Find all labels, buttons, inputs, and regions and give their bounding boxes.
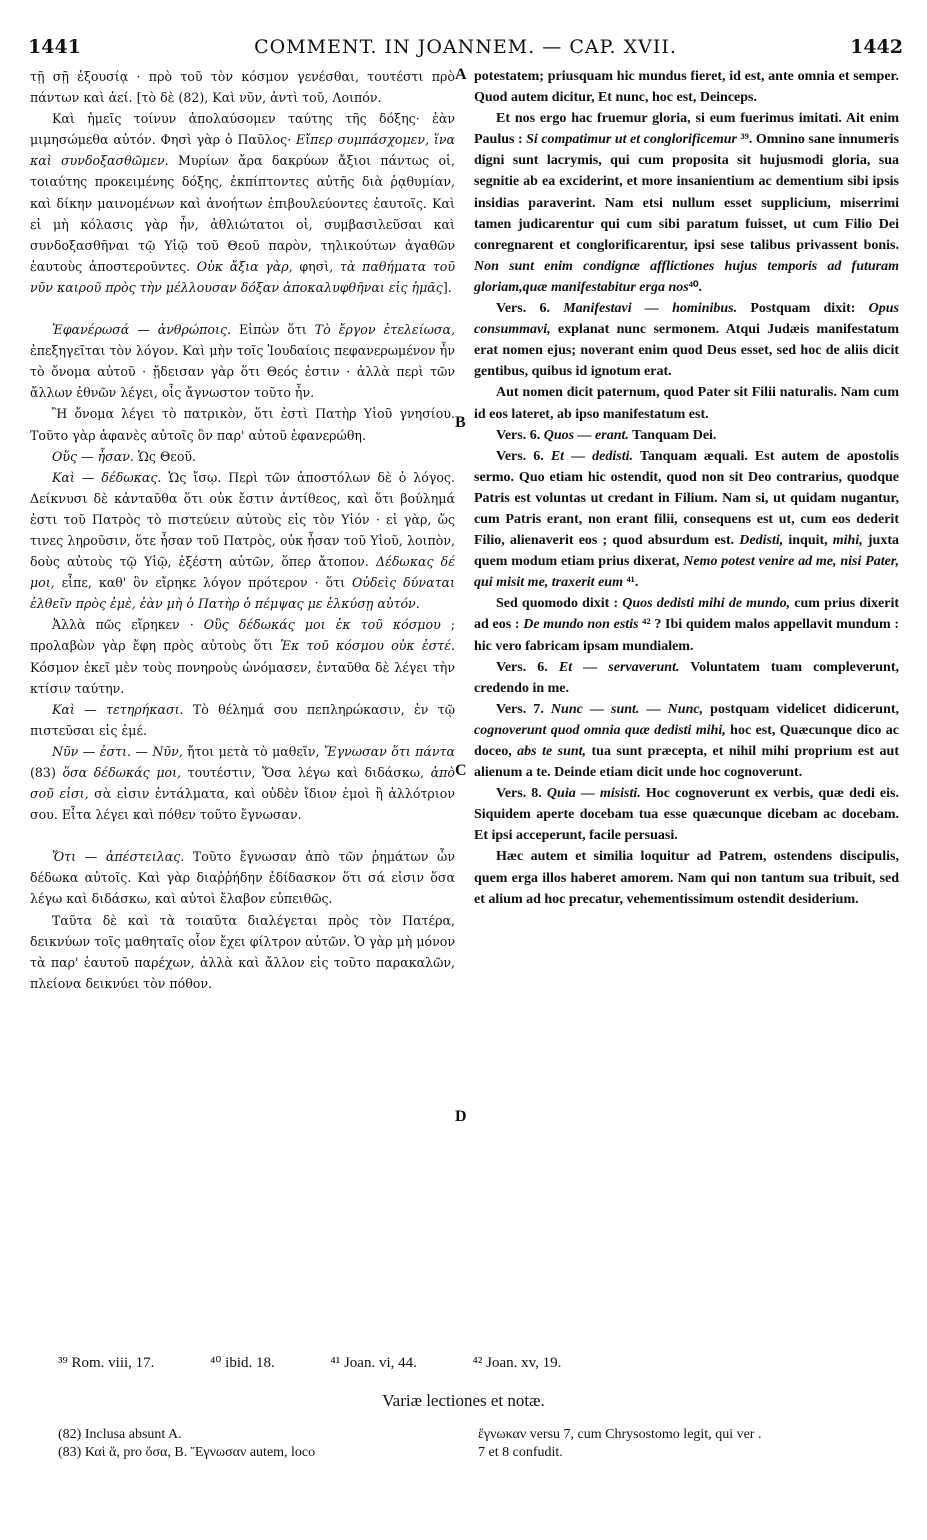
latin-paragraph: Vers. 8. Quia — misisti. Hoc cognoverunt ex verbis, quæ dedi eis. Siquidem aperte docebam tua esse quæcunque dicebam ac docebam. Et ipsi acceperunt, facile persuasi. — [474, 786, 899, 844]
page-number-left: 1441 — [28, 36, 81, 58]
variae-notes-left — [58, 1426, 468, 1462]
greek-paragraph: Ἀλλὰ πῶς εἴρηκεν · Οὓς δέδωκάς μοι ἐκ τοῦ κόσμου ; προλαβὼν γὰρ ἔφη πρὸς αὐτοὺς ὅτι Ἐκ τοῦ κόσμου οὐκ ἐστέ. Κόσμον ἐκεῖ μὲν τοὺς πονηροὺς ὠνόμασεν, ἐνταῦθα δὲ λέγει τὴν κτίσιν ταύτην. — [30, 617, 455, 696]
footnotes — [58, 1353, 898, 1372]
latin-column — [474, 66, 899, 910]
latin-paragraph: Sed quomodo dixit : Quos dedisti mihi de mundo, cum prius dixerit ad eos : De mundo non estis ⁴² ? Ibi quidem malos appellavit mundum : hic vero fabricam ipsam mundialem. — [474, 596, 899, 654]
latin-paragraph: Vers. 6. Quos — erant. Tanquam Dei. — [496, 427, 717, 443]
footnote: ⁴⁰ ibid. 18. — [210, 1355, 275, 1371]
variae-note: (83) Καὶ ἅ, pro ὅσα, B. Ἔγνωσαν autem, loco — [58, 1445, 316, 1460]
greek-paragraph: Καὶ — τετηρήκασι. Τὸ θέλημά σου πεπληρώκασιν, ἐν τῷ πιστεῦσαι εἰς ἐμέ. — [30, 701, 455, 738]
variae-title: Variæ lectiones et notæ. — [382, 1391, 545, 1410]
variae-notes-right — [478, 1426, 898, 1462]
greek-paragraph: Νῦν — ἐστι. — Νῦν, ἤτοι μετὰ τὸ μαθεῖν, Ἔγνωσαν ὅτι πάντα (83) ὅσα δέδωκάς μοι, τουτέστιν, Ὅσα λέγω καὶ διδάσκω, ἀπὸ σοῦ εἰσι, σὰ εἰσιν ἐντάλματα, καὶ οὐδὲν ἴδιον ἐμοὶ ἢ ἀλλότριον σου. Εἶτα λέγει καὶ πόθεν τοῦτο ἔγνωσαν. — [30, 743, 456, 823]
latin-paragraph: Vers. 6. Manifestavi — hominibus. Postquam dixit: Opus consummavi, explanat nunc sermonem. Atqui Judæis manifestatum erat nomen ejus; noverant enim quod Deus esset, sed hoc de aliis dicit gentibus, quibus id ignotum erat. — [474, 301, 900, 380]
greek-column — [30, 66, 455, 994]
running-title: COMMENT. IN JOANNEM. — CAP. XVII. — [254, 36, 677, 58]
greek-paragraph: Οὕς — ἦσαν. Ὡς Θεοῦ. — [52, 448, 197, 464]
latin-paragraph: Et nos ergo hac fruemur gloria, si eum fuerimus imitati. Ait enim Paulus : Si compatimur ut et conglorificemur ³⁹. Omnino sane innumeris digni sunt lacrymis, qui cum proposita sit hujusmodi gloria, sua segnitie ab ea exciderint, et more insanientium ac dementium sibi ipsis insidias paraverint. Nam etsi nullum esset supplicium, miserrimi tamen judicarentur qui cum sibi paratum fuisset, ut cum Filio Dei conregnarent et conglorificarentur, ipsi sese talibus privassent bonis. Non sunt enim condignæ afflictiones hujus temporis ad futuram gloriam,quæ manifestabitur erga nos⁴⁰. — [474, 111, 899, 295]
latin-paragraph: Vers. 6. Et — dedisti. Tanquam æquali. Est autem de apostolis sermo. Quo etiam hic ostendit, quod non sit Deo contrarius, quodque Patris est voluntas ut credant in Filium. Nam si, ut quidam nugantur, cum Patris erant, non erant filii, consequens est ut, cum eos dederit Filio, alienaverit eos ; quod absurdum est. Dedisti, inquit, mihi, juxta quem modum etiam prius dixerat, Nemo potest venire ad me, nisi Pater, qui misit me, traxerit eum ⁴¹. — [474, 448, 899, 591]
latin-paragraph: Vers. 7. Nunc — sunt. — Nunc, postquam videlicet didicerunt, cognoverunt quod omnia quæ dedisti mihi, hoc est, Quæcunque dico ac doceo, abs te sunt, tua sunt præcepta, et nihil mihi proprium est aut alienum a te. Deinde etiam dicit unde hoc cognoverunt. — [474, 701, 900, 781]
footnote: ³⁹ Rom. viii, 17. — [58, 1355, 155, 1371]
footnote: ⁴² Joan. xv, 19. — [472, 1355, 562, 1371]
greek-paragraph: Ταῦτα δὲ καὶ τὰ τοιαῦτα διαλέγεται πρὸς τὸν Πατέρα, δεικνύων τοῖς μαθηταῖς οἷον ἔχει φίλτρον αὐτῶν. Ὁ γὰρ μὴ μόνον τὰ παρ' ἑαυτοῦ παρέχων, ἀλλὰ καὶ ἄλλον εἰς τοῦτο παρακαλῶν, πλείονα δεικνύει τὸν πόθον. — [30, 912, 455, 991]
margin-marker-a: A — [455, 66, 467, 83]
greek-paragraph: Ἢ ὄνομα λέγει τὸ πατρικὸν, ὅτι ἐστὶ Πατὴρ Υἱοῦ γνησίου. Τοῦτο γὰρ ἀφανὲς αὐτοῖς ὂν παρ' αὐτοῦ ἐφανερώθη. — [30, 406, 455, 443]
variae-note: (82) Inclusa absunt A. — [58, 1427, 182, 1442]
latin-paragraph: Vers. 6. Et — servaverunt. Voluntatem tuam compleverunt, credendo in me. — [474, 659, 900, 696]
variae-note: 7 et 8 confudit. — [478, 1445, 563, 1460]
latin-paragraph: Hæc autem et similia loquitur ad Patrem, ostendens discipulis, quem erga illos haberet amorem. Nam qui non tantum sua tribuit, sed et alium ad hoc precatur, vehementissimum ostendit desiderium. — [474, 849, 899, 907]
margin-marker-b: B — [455, 414, 466, 431]
latin-paragraph: Aut nomen dicit paternum, quod Pater sit Filii naturalis. Nam cum id eos lateret, ab ipso manifestatum est. — [474, 385, 899, 422]
page-number-right: 1442 — [850, 36, 903, 58]
footnote: ⁴¹ Joan. vi, 44. — [330, 1355, 417, 1371]
greek-paragraph: Ὅτι — ἀπέστειλας. Τοῦτο ἔγνωσαν ἀπὸ τῶν ῥημάτων ὧν δέδωκα αὐτοῖς. Καὶ γὰρ διαῤῥήδην ἐδίδασκον ὅτι σά εἰσιν ὅσα λέγω καὶ διδάσκω, καὶ αὐτοὶ ἔλαβον εὐπειθῶς. — [30, 849, 455, 907]
greek-paragraph: Ἐφανέρωσά — ἀνθρώποις. Εἰπὼν ὅτι Τὸ ἔργον ἐτελείωσα, ἐπεξηγεῖται τὸν λόγον. Καὶ μὴν τοῖς Ἰουδαίοις πεφανερωμένον ἦν τὸ ὄνομα αὐτοῦ · ᾔδεισαν γὰρ ὅτι Θεός ἐστιν · ἀλλὰ περὶ τῶν ἄλλων ἐθνῶν λέγει, οἷς ἄγνωστον τοῦτο ἦν. — [30, 322, 456, 401]
margin-marker-d: D — [455, 1108, 467, 1125]
variae-note: ἔγνωκαν versu 7, cum Chrysostomo legit, qui ver . — [478, 1427, 762, 1442]
margin-marker-c: C — [455, 762, 467, 779]
latin-paragraph: potestatem; priusquam hic mundus fieret, id est, ante omnia et semper. Quod autem dicitur, Et nunc, hoc est, Deinceps. — [474, 69, 899, 106]
greek-paragraph: τῇ σῇ ἐξουσίᾳ · πρὸ τοῦ τὸν κόσμον γενέσθαι, τουτέστι πρὸ πάντων καὶ ἀεί. [τὸ δὲ (82), Καὶ νῦν, ἀντὶ τοῦ, Λοιπόν. — [30, 69, 455, 106]
page-header — [28, 36, 903, 62]
greek-paragraph: Καὶ — δέδωκας. Ὡς ἴσῳ. Περὶ τῶν ἀποστόλων δὲ ὁ λόγος. Δείκνυσι δὲ κἀνταῦθα ὅτι οὐκ ἔστιν ἀντίθεος, καὶ ὅτι βούλημά ἐστι τοῦ Πατρὸς τὸ πιστεύειν αὐτοὺς εἰς τὸν Υἱόν · εἰ γὰρ, ὥς τινες ληροῦσιν, ὅτε ἦσαν τοῦ Πατρὸς, οὐκ ἦσαν τοῦ Υἱοῦ, λοιπὸν, δοὺς αὐτοὺς τῷ Υἱῷ, ἐξέστη αὐτῶν, ὅπερ ἄτοπον. Δέδωκας δέ μοι, εἶπε, καθ' ὃν εἴρηκε λόγον πρότερον · ὅτι Οὐδεὶς δύναται ἐλθεῖν πρὸς ἐμὲ, ἐὰν μὴ ὁ Πατὴρ ὁ πέμψας με ἑλκύσῃ αὐτόν. — [30, 469, 455, 612]
greek-paragraph: Καὶ ἡμεῖς τοίνυν ἀπολαύσομεν ταύτης τῆς δόξης· ἐὰν μιμησώμεθα αὐτόν. Φησὶ γὰρ ὁ Παῦλος· Εἴπερ συμπάσχομεν, ἵνα καὶ συνδοξασθῶμεν. Μυρίων ἄρα δακρύων ἄξιοι πάντως οἱ, τοιαύτης προκειμένης δόξης, ἐκπίπτοντες αὐτῆς διὰ ῥᾳθυμίαν, καὶ δίκην μαινομένων καὶ ἀνοήτων ἐπιβουλεύοντες ἑαυτοῖς. Καὶ εἰ μὴ κόλασις γὰρ ἦν, ἀθλιώτατοι οἱ, συμβασιλεῦσαι καὶ συνδοξασθῆναι τῷ Υἱῷ τοῦ Θεοῦ παρὸν, τηλικούτων ἀγαθῶν ἑαυτοὺς ἀποστεροῦντες. Οὐκ ἄξια γὰρ, φησὶ, τὰ παθήματα τοῦ νῦν καιροῦ πρὸς τὴν μέλλουσαν δόξαν ἀποκαλυφθῆναι εἰς ἡμᾶς]. — [30, 111, 456, 295]
